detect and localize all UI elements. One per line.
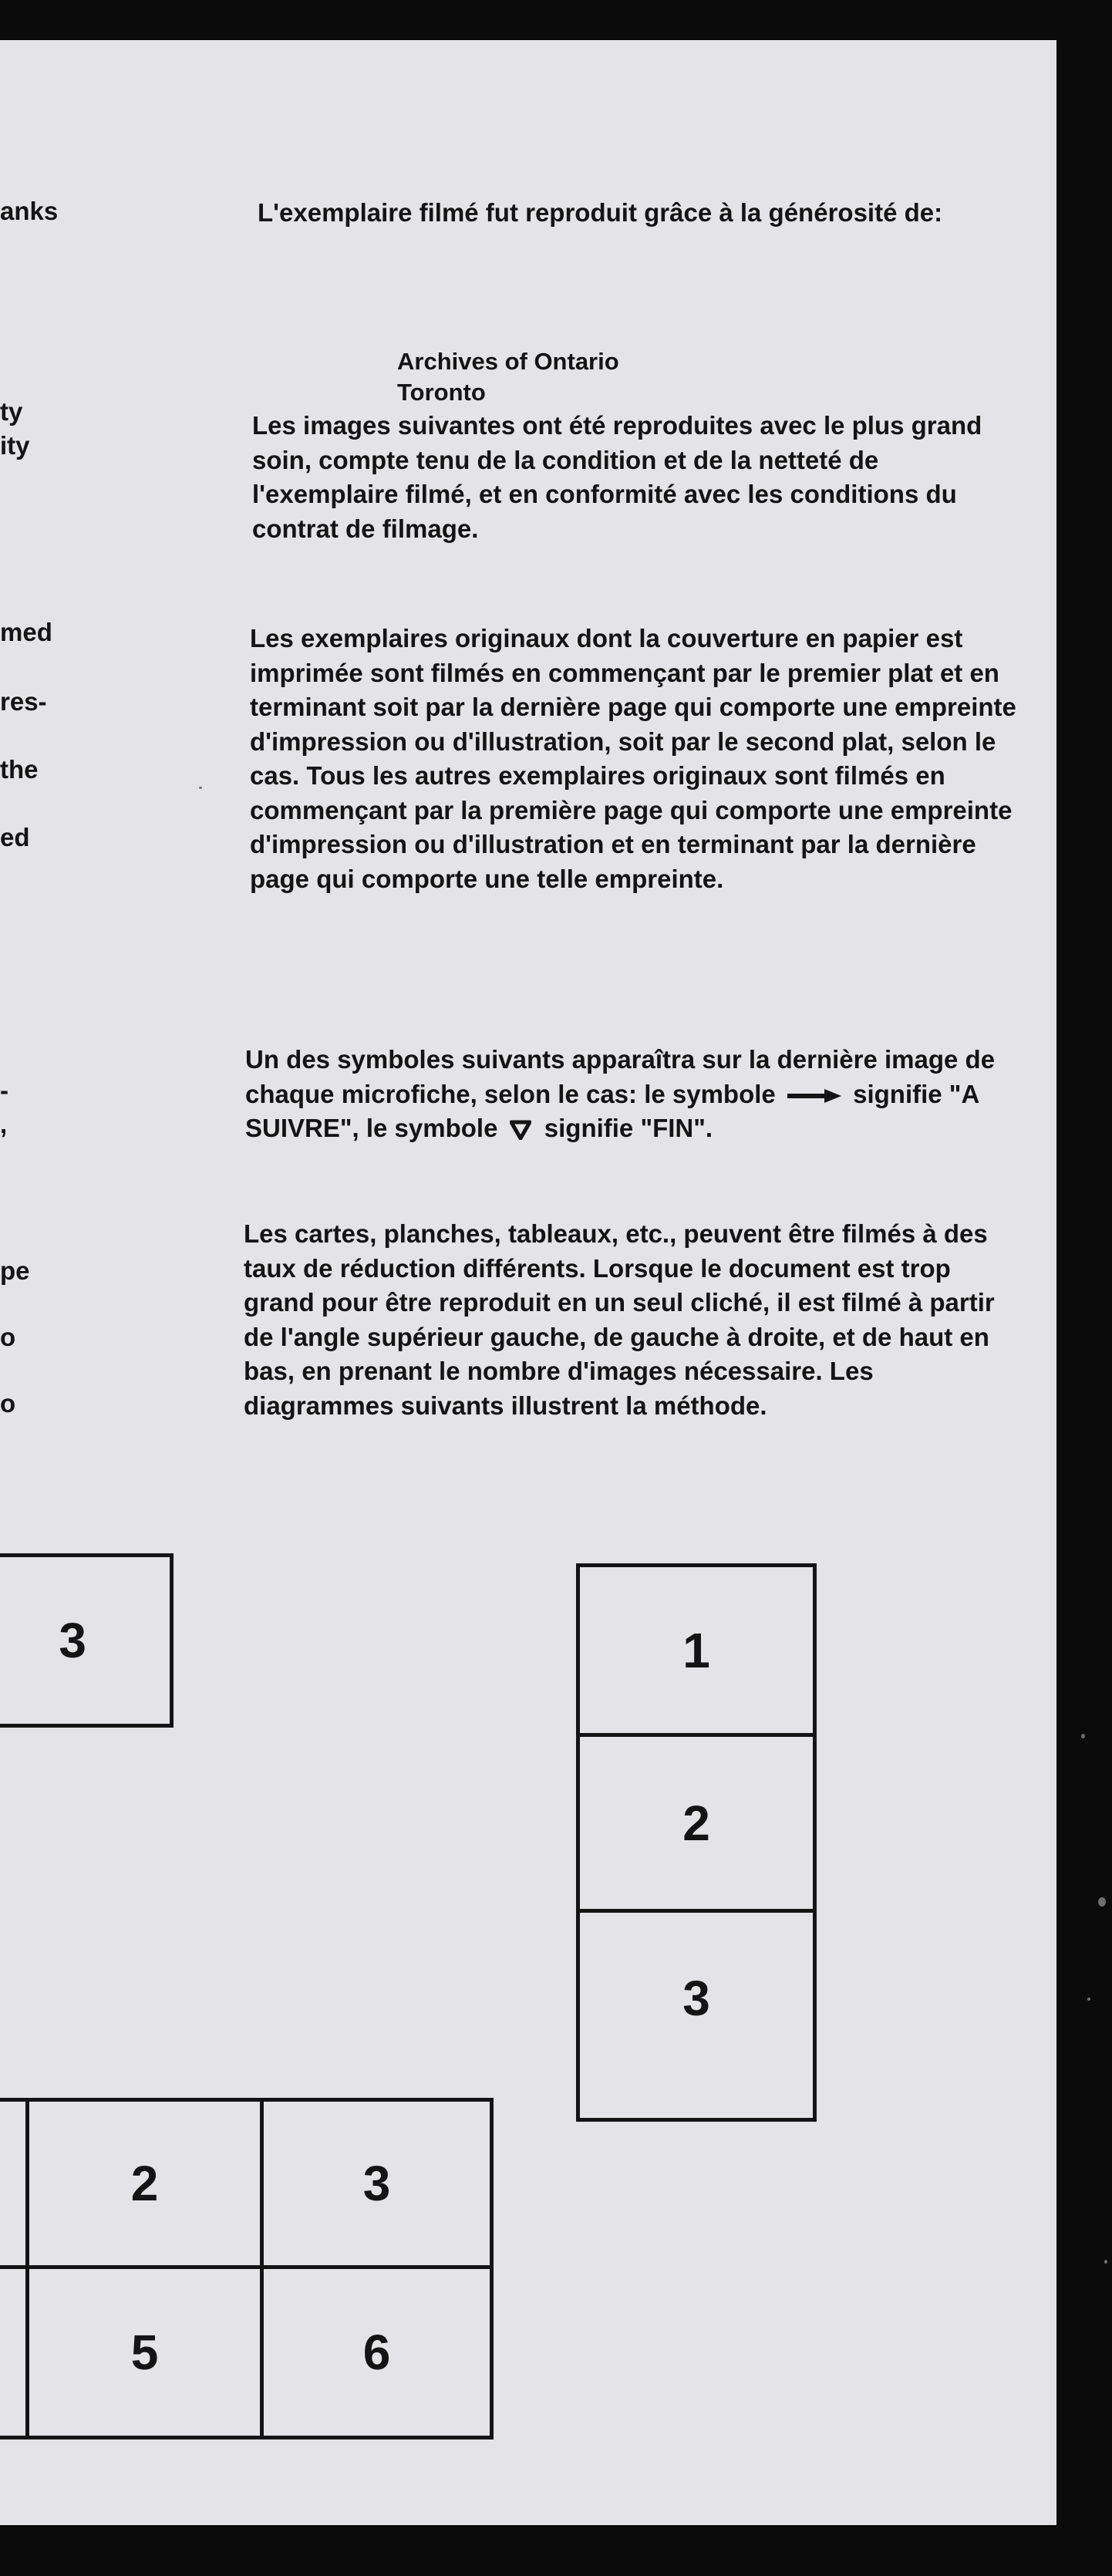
diagram-column-cell-1 — [576, 1563, 817, 1737]
scan-speck — [199, 787, 202, 789]
scan-speck — [1087, 1998, 1090, 2001]
diagram-grid-cell-3 — [260, 2098, 494, 2269]
diagram-grid-label-5: 5 — [130, 2325, 159, 2380]
diagram-column-cell-2 — [576, 1733, 817, 1913]
left-fragment-2: ty — [0, 397, 23, 426]
left-fragment-11: o — [0, 1323, 16, 1351]
diagram-row-cell-3 — [0, 1553, 174, 1728]
diagram-grid-label-3: 3 — [362, 2156, 391, 2211]
paragraph-covers: Les exemplaires originaux dont la couverture en papier est imprimée sont filmés en commençant par le premier plat et en terminant soit par la dernière page qui comporte une empreinte d'impression ou d'illustration, soit par le second plat, selon le cas. Tous les autres exemplaires originaux sont filmés en commençant par la première page qui comporte une empreinte d'impression ou d'illustration et en terminant par la dernière page qui comporte une telle empreinte. — [250, 624, 1016, 893]
left-fragment-5: res- — [0, 687, 47, 716]
left-fragment-6: the — [0, 755, 39, 784]
document-page — [0, 40, 1056, 2525]
diagram-grid-label-6: 6 — [362, 2325, 391, 2380]
scan-speck — [1098, 1897, 1106, 1907]
diagram-row-label-3: 3 — [59, 1613, 86, 1668]
symbols-text-2: signifie "A SUIVRE", le symbole — [245, 1079, 979, 1142]
left-fragment-3: ity — [0, 431, 30, 460]
symbols-text-1: Un des symboles suivants apparaîtra sur la dernière image de chaque microfiche, selon le cas: le symbole — [245, 1045, 996, 1108]
diagram-grid-label-2: 2 — [130, 2156, 159, 2211]
left-fragment-12: o — [0, 1389, 16, 1418]
left-fragment-4: med — [0, 618, 52, 646]
diagram-column-label-2: 2 — [682, 1795, 710, 1851]
paragraph-maps: Les cartes, planches, tableaux, etc., peuvent être filmés à des taux de réduction différents. Lorsque le document est trop grand pour être reproduit en un seul cliché, il est filmé à partir de l'angle supérieur gauche, de gauche à droite, et de haut en bas, en prenant le nombre d'images nécessaire. Les diagrammes suivants illustrent la méthode. — [244, 1219, 995, 1420]
paragraph-care: Les images suivantes ont été reproduites avec le plus grand soin, compte tenu de la condition et de la netteté de l'exemplaire filmé, et en conformité avec les conditions du contrat de filmage. — [252, 411, 982, 543]
diagram-column-label-1: 1 — [682, 1622, 710, 1678]
left-fragment-7: ed — [0, 823, 30, 851]
credit-intro: L'exemplaire filmé fut reproduit grâce à la générosité de: — [258, 198, 943, 227]
symbols-text-3: signifie "FIN". — [544, 1114, 713, 1142]
diagram-column-cell-3 — [576, 1909, 817, 2122]
right-arrow-icon — [786, 1088, 843, 1104]
diagram-grid-cell-5 — [25, 2265, 264, 2439]
down-triangle-icon — [510, 1120, 531, 1140]
institution-line-2: Toronto — [397, 379, 486, 406]
left-fragment-8: - — [0, 1076, 8, 1104]
diagram-column-label-3: 3 — [682, 1971, 710, 2026]
left-fragment-10: pe — [0, 1256, 30, 1285]
left-fragment-9: , — [0, 1110, 8, 1138]
left-fragment-1: anks — [0, 197, 59, 225]
scan-speck — [1081, 1734, 1085, 1738]
institution-line-1: Archives of Ontario — [397, 348, 619, 375]
scan-speck — [1104, 2260, 1107, 2264]
institution-name — [397, 346, 619, 408]
diagram-grid-cell-2 — [25, 2098, 264, 2269]
diagram-grid-cell-6 — [260, 2265, 494, 2439]
paragraph-symbols — [245, 1043, 1016, 1146]
